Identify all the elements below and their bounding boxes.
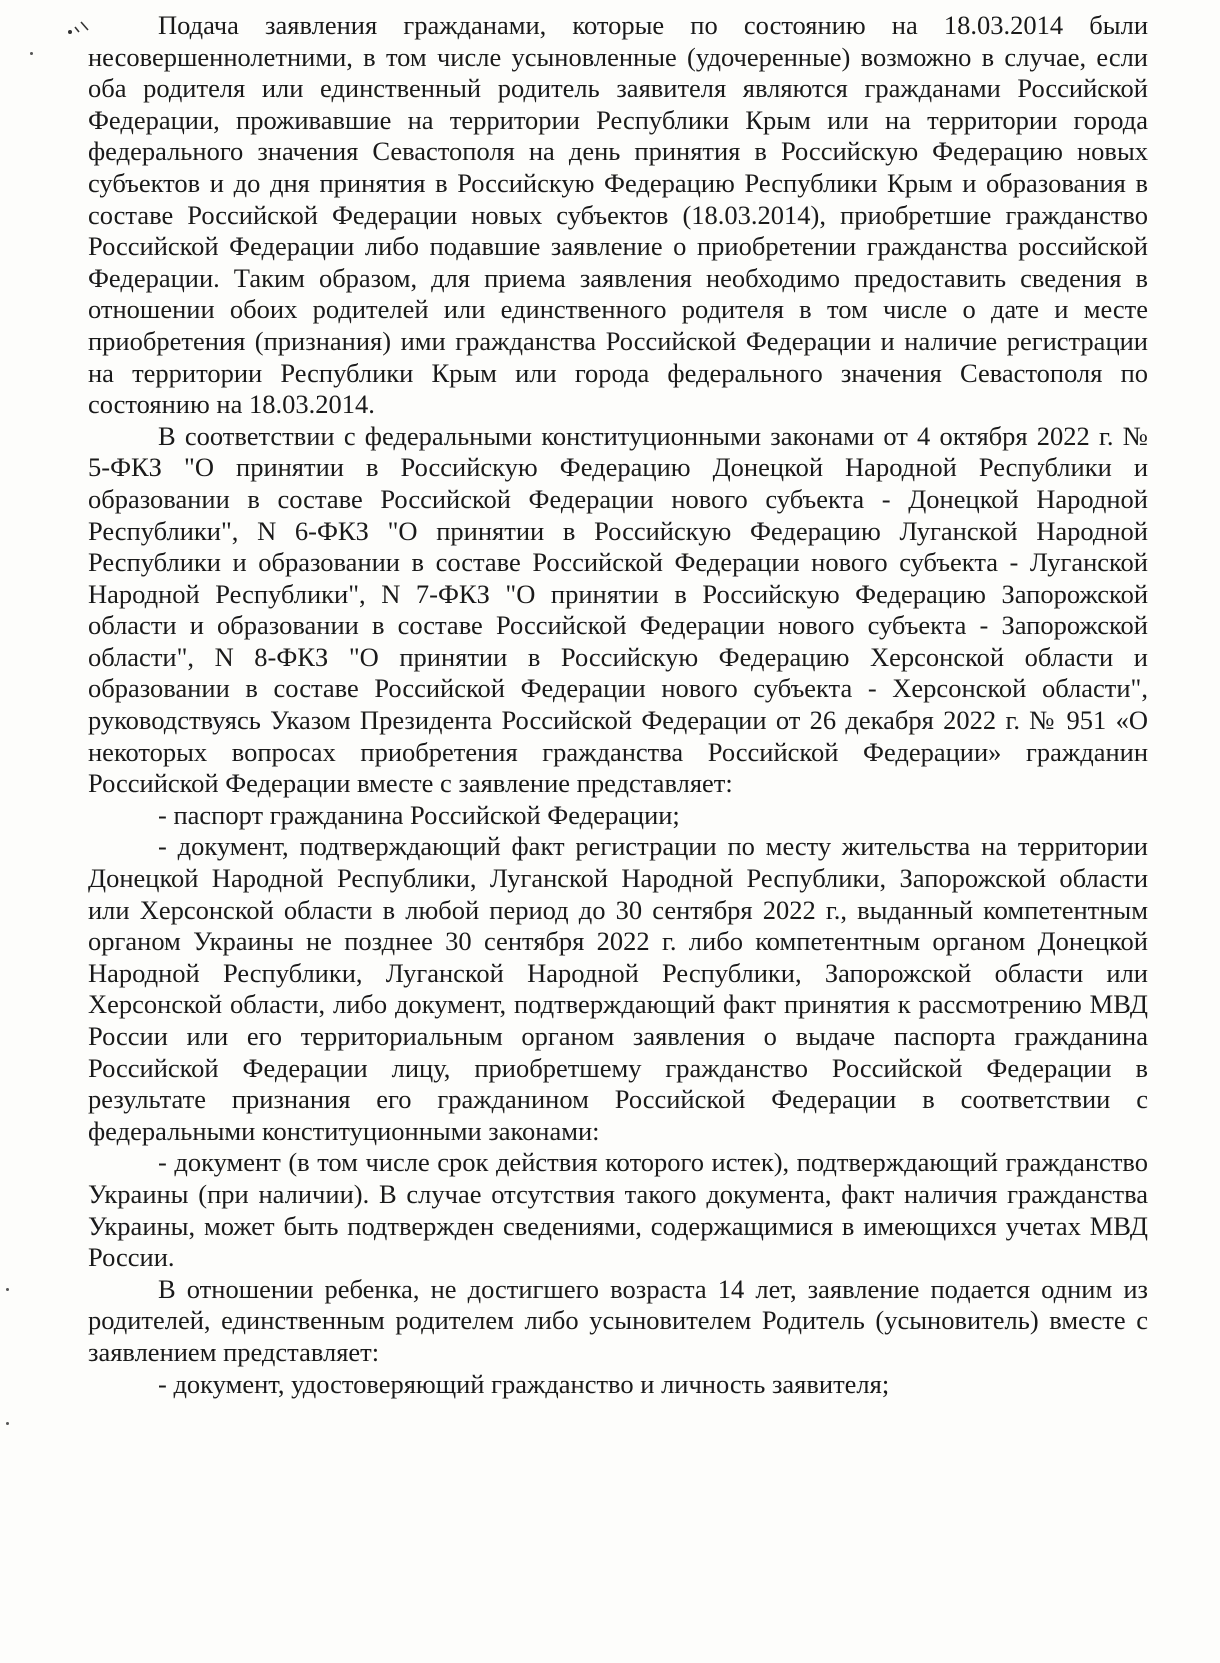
list-item-ukraine-citizenship-document: - документ (в том числе срок действия которого истек), подтверждающий гражданство Украины (при наличии). В случае отсутствия такого документа, факт наличия гражданства Украины, может быть подтвержден сведениями, содержащимися в имеющихся учетах МВД России. (88, 1147, 1148, 1273)
paragraph-federal-laws: В соответствии с федеральными конституционными законами от 4 октября 2022 г. № 5-ФКЗ "О принятии в Российскую Федерацию Донецкой Народной Республики и образовании в составе Российской Федерации нового субъекта - Донецкой Народной Республики", N 6-ФКЗ "О принятии в Российскую Федерацию Луганской Народной Республики и образовании в составе Российской Федерации нового субъекта - Луганской Народной Республики", N 7-ФКЗ "О принятии в Российскую Федерацию Запорожской области и образовании в составе Российской Федерации нового субъекта - Запорожской области", N 8-ФКЗ "О принятии в Российскую Федерацию Херсонской области и образовании в составе Российской Федерации нового субъекта - Херсонской области", руководствуясь Указом Президента Российской Федерации от 26 декабря 2022 г. № 951 «О некоторых вопросах приобретения гражданства Российской Федерации» гражданин Российской Федерации вместе с заявление представляет: (88, 420, 1148, 799)
paragraph-crimea-minors: Подача заявления гражданами, которые по состоянию на 18.03.2014 были несовершеннолетними, в том числе усыновленные (удочеренные) возможно в случае, если оба родителя или единственный родитель заявителя являются гражданами Российской Федерации, проживавшие на территории Республики Крым или на территории города федерального значения Севастополя на день принятия в Российскую Федерацию новых субъектов и до дня принятия в Российскую Федерацию Республики Крым и образования в составе Российской Федерации новых субъектов (18.03.2014), приобретшие гражданство Российской Федерации либо подавшие заявление о приобретении гражданства российской Федерации. Таким образом, для приема заявления необходимо предоставить сведения в отношении обоих родителей или единственного родителя в том числе о дате и месте приобретения (признания) ими гражданства Российской Федерации и наличие регистрации на территории Республики Крым или города федерального значения Севастополя по состоянию на 18.03.2014. (88, 10, 1148, 420)
scan-artifact-dot (6, 1288, 9, 1291)
list-item-registration-document: - документ, подтверждающий факт регистрации по месту жительства на территории Донецкой Народной Республики, Луганской Народной Республики, Запорожской области или Херсонской области в любой период до 30 сентября 2022 г., выданный компетентным органом Украины не позднее 30 сентября 2022 г. либо компетентным органом Донецкой Народной Республики, Луганской Народной Республики, Запорожской области или Херсонской области, либо документ, подтверждающий факт принятия к рассмотрению МВД России или его территориальным органом заявления о выдаче паспорта гражданина Российской Федерации лицу, приобретшему гражданство Российской Федерации в результате признания его гражданином Российской Федерации в соответствии с федеральными конституционными законами: (88, 831, 1148, 1146)
document-body (88, 10, 1148, 1400)
paragraph-child-under-14: В отношении ребенка, не достигшего возраста 14 лет, заявление подается одним из родителей, единственным родителем либо усыновителем Родитель (усыновитель) вместе с заявлением представляет: (88, 1273, 1148, 1367)
scan-artifact-dot (30, 52, 33, 55)
scan-artifact-dot (6, 1422, 9, 1425)
list-item-identity-document: - документ, удостоверяющий гражданство и личность заявителя; (158, 1368, 890, 1399)
list-item-passport: - паспорт гражданина Российской Федерации; (158, 799, 680, 830)
